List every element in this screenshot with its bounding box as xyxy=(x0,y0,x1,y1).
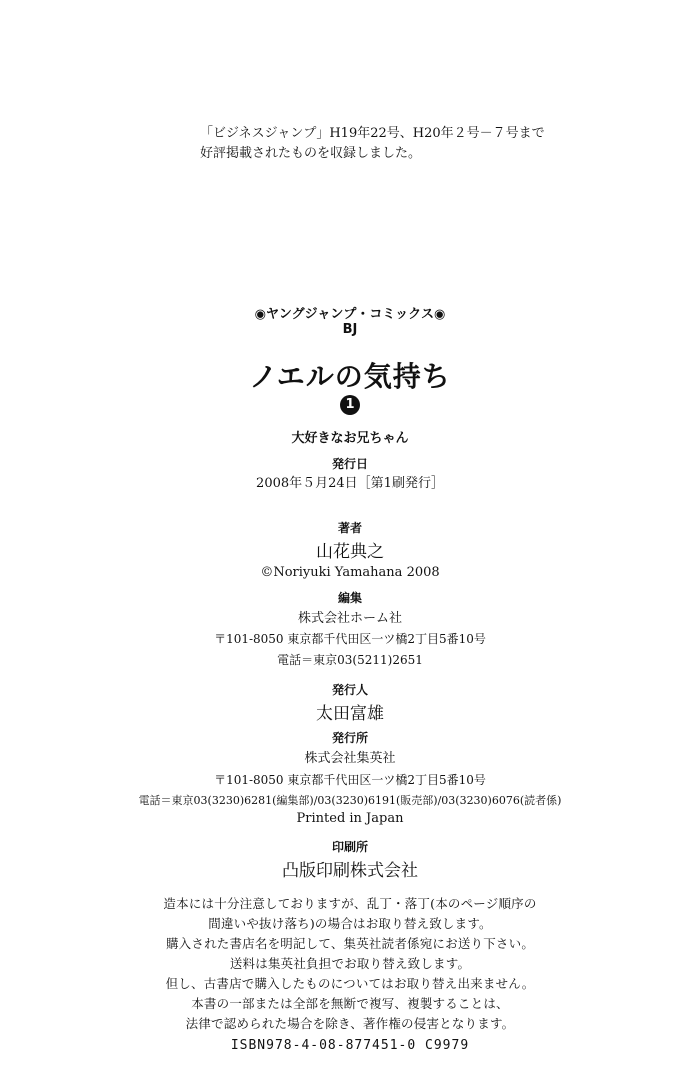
printed-in: Printed in Japan xyxy=(296,811,404,826)
book-subtitle: 大好きなお兄ちゃん xyxy=(291,431,409,446)
disclaimer-line-1: 造本には十分注意しておりますが、乱丁・落丁(本のページ順序の xyxy=(163,896,537,911)
publisher-address: 〒101-8050 東京都千代田区一ツ橋2丁目5番10号 xyxy=(214,773,486,787)
disclaimer-line-6: 本書の一部または全部を無断で複写、複製することは、 xyxy=(191,996,509,1011)
printer-name: 凸版印刷株式会社 xyxy=(282,861,418,881)
disclaimer-line-2: 間違いや抜け落ち)の場合はお取り替え致します。 xyxy=(208,916,492,931)
series-label: ◉ヤングジャンプ・コミックス◉ xyxy=(254,307,446,322)
disclaimer-line-3: 購入された書店名を明記して、集英社読者係宛にお送り下さい。 xyxy=(165,936,535,951)
publisher-person-label: 発行人 xyxy=(331,683,368,697)
publisher-company: 株式会社集英社 xyxy=(304,751,396,766)
author-copyright: ©Noriyuki Yamahana 2008 xyxy=(260,565,440,580)
publisher-person-name: 太田富雄 xyxy=(316,704,384,724)
serialization-note-line-1: 「ビジネスジャンプ」H19年22号、H20年２号－７号まで xyxy=(200,126,545,141)
publication-date-label: 発行日 xyxy=(331,457,368,471)
isbn: ISBN978-4-08-877451-0 C9979 xyxy=(230,1038,470,1053)
publication-date: 2008年５月24日［第1刷発行］ xyxy=(256,476,444,491)
printer-label: 印刷所 xyxy=(331,840,368,854)
publisher-phone: 電話＝東京03(3230)6281(編集部)/03(3230)6191(販売部)/03(3230)6076(読者係) xyxy=(138,794,562,807)
author-label: 著者 xyxy=(337,521,362,535)
disclaimer-line-4: 送料は集英社負担でお取り替え致します。 xyxy=(229,956,471,971)
imprint-label: BJ xyxy=(342,322,358,337)
volume-number: 1 xyxy=(340,395,360,415)
editor-company: 株式会社ホーム社 xyxy=(297,611,402,626)
editor-phone: 電話＝東京03(5211)2651 xyxy=(277,653,423,667)
disclaimer-line-7: 法律で認められた場合を除き、著作権の侵害となります。 xyxy=(185,1016,515,1031)
editor-address: 〒101-8050 東京都千代田区一ツ橋2丁目5番10号 xyxy=(214,632,486,646)
publisher-label: 発行所 xyxy=(331,731,368,745)
author-name: 山花典之 xyxy=(316,542,384,562)
editor-label: 編集 xyxy=(337,591,362,605)
disclaimer-line-5: 但し、古書店で購入したものについてはお取り替え出来ません。 xyxy=(165,976,535,991)
serialization-note-line-2: 好評掲載されたものを収録しました。 xyxy=(200,146,422,161)
book-title: ノエルの気持ち xyxy=(249,360,451,393)
